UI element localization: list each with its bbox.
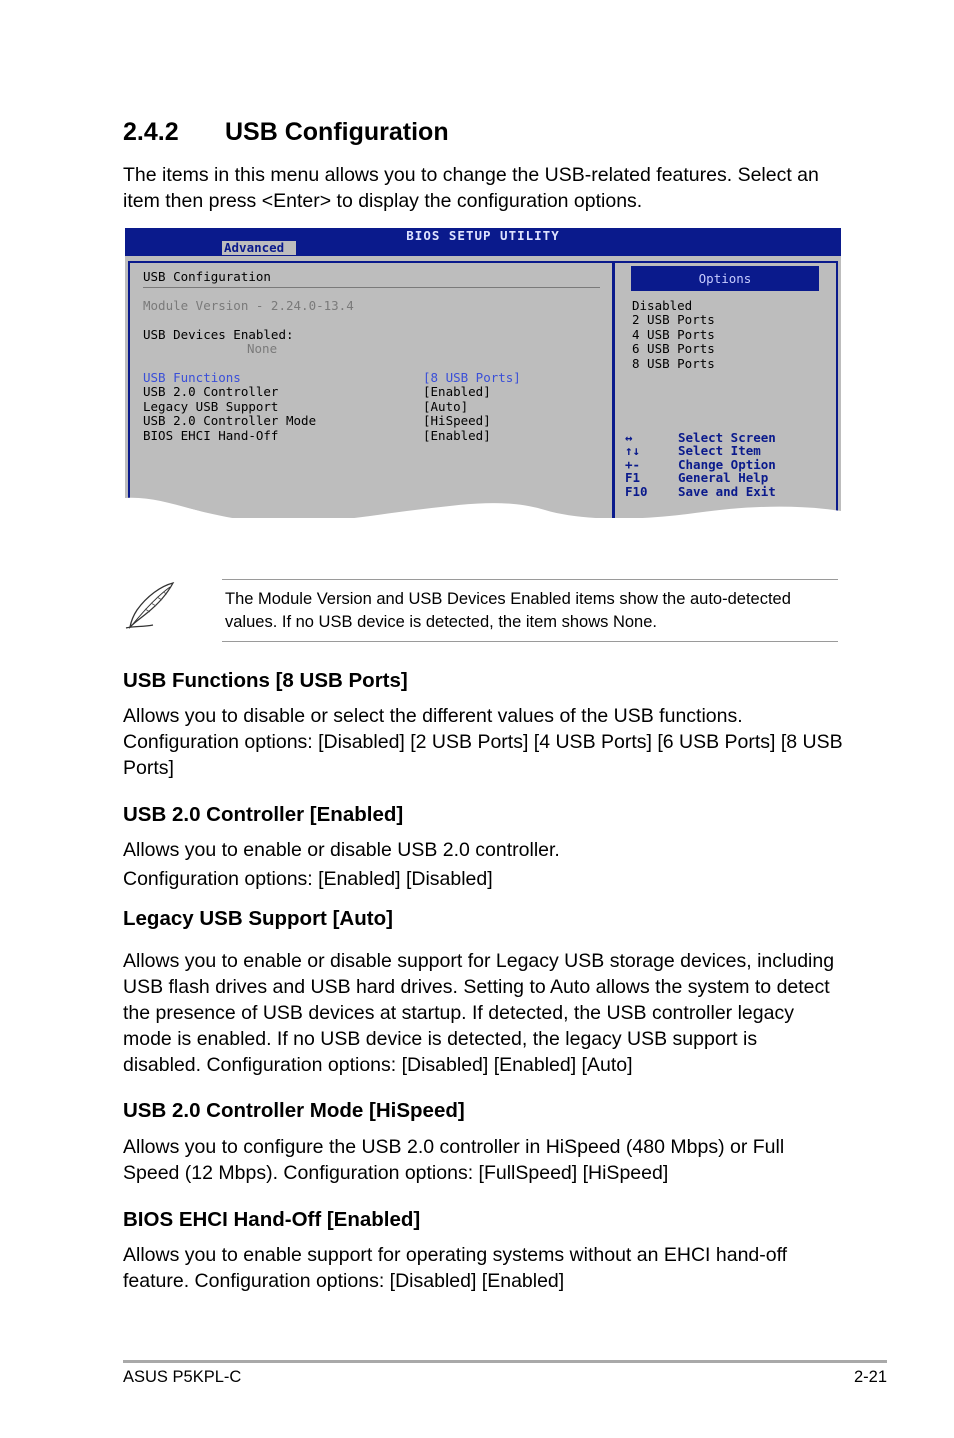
key-plus-minus: +- xyxy=(625,457,641,472)
usb20-controller-options: Configuration options: [Enabled] [Disabled] xyxy=(123,868,493,890)
option-item[interactable]: 4 USB Ports xyxy=(632,327,715,342)
ehci-handoff-body: Allows you to enable support for operating systems without an EHCI hand-off feature. Configuration options: [Disabled] [Enabled] xyxy=(123,1244,788,1292)
intro-text: The items in this menu allows you to change the USB-related features. Select an item then press <Enter> to display the configuration options. xyxy=(123,164,819,212)
key-desc: Select Screen xyxy=(678,430,776,445)
usb-devices-label: USB Devices Enabled: xyxy=(143,327,294,342)
torn-edge xyxy=(125,228,841,518)
footer-rule xyxy=(123,1360,887,1363)
section-title: USB Configuration xyxy=(225,118,449,146)
ehci-handoff-heading: BIOS EHCI Hand-Off [Enabled] xyxy=(123,1208,421,1231)
footer-product: ASUS P5KPL-C xyxy=(123,1368,242,1386)
feather-pen-icon xyxy=(123,580,177,637)
bios-item-usb20-mode[interactable]: USB 2.0 Controller Mode xyxy=(143,413,317,428)
bios-value-usb20-mode[interactable]: [HiSpeed] xyxy=(423,413,491,428)
note-bottom-rule xyxy=(222,641,838,642)
module-version: Module Version - 2.24.0-13.4 xyxy=(143,298,354,313)
key-desc: Select Item xyxy=(678,443,761,458)
option-item[interactable]: 6 USB Ports xyxy=(632,341,715,356)
footer-page-number: 2-21 xyxy=(853,1368,887,1386)
section-number: 2.4.2 xyxy=(123,118,179,146)
bios-panel-title: USB Configuration xyxy=(143,269,271,284)
usb20-mode-body: Allows you to configure the USB 2.0 controller in HiSpeed (480 Mbps) or Full Speed (12 Mbps). Configuration options: [FullSpeed] [HiSpeed] xyxy=(123,1136,785,1184)
section-heading xyxy=(123,118,449,147)
bios-item-usb20-controller[interactable]: USB 2.0 Controller xyxy=(143,384,279,399)
usb20-controller-body: Allows you to enable or disable USB 2.0 controller. xyxy=(123,839,560,861)
legacy-usb-body: Allows you to enable or disable support for Legacy USB storage devices, including USB flash drives and USB hard drives. Setting to Auto allows the system to detect the presence of USB devices at startup. If detected, the USB controller legacy mode is enabled. If no USB device is detected, the legacy USB support is disabled. Configuration options: [Disabled] [Enabled] [Auto] xyxy=(123,950,835,1076)
option-item[interactable]: 8 USB Ports xyxy=(632,356,715,371)
bios-value-legacy-usb[interactable]: [Auto] xyxy=(423,399,469,414)
note-top-rule xyxy=(222,579,838,580)
bios-item-usb-functions[interactable]: USB Functions xyxy=(143,370,241,385)
usb-functions-body: Allows you to disable or select the different values of the USB functions. Configuration options: [Disabled] [2 USB Ports] [4 USB Ports] [6 USB Ports] [8 USB Ports] xyxy=(123,705,843,779)
bios-value-usb-functions[interactable]: [8 USB Ports] xyxy=(423,370,521,385)
tab-advanced[interactable]: Advanced xyxy=(222,241,296,255)
note-text: The Module Version and USB Devices Enabled items show the auto-detected values. If no USB device is detected, the item shows None. xyxy=(225,590,791,631)
key-desc: General Help xyxy=(678,470,769,485)
usb-functions-heading: USB Functions [8 USB Ports] xyxy=(123,669,408,692)
usb-devices-value: None xyxy=(247,341,278,356)
options-header: Options xyxy=(631,266,819,291)
key-arrows-ud: ↑↓ xyxy=(625,443,641,458)
bios-value-ehci-handoff[interactable]: [Enabled] xyxy=(423,428,491,443)
bios-item-ehci-handoff[interactable]: BIOS EHCI Hand-Off xyxy=(143,428,279,443)
key-desc: Change Option xyxy=(678,457,776,472)
key-arrows-lr: ↔ xyxy=(625,430,633,445)
option-item[interactable]: 2 USB Ports xyxy=(632,312,715,327)
bios-value-usb20-controller[interactable]: [Enabled] xyxy=(423,384,491,399)
bios-title: BIOS SETUP UTILITY xyxy=(406,228,560,243)
usb20-controller-heading: USB 2.0 Controller [Enabled] xyxy=(123,803,404,826)
usb20-mode-heading: USB 2.0 Controller Mode [HiSpeed] xyxy=(123,1099,465,1122)
bios-item-legacy-usb[interactable]: Legacy USB Support xyxy=(143,399,279,414)
bios-screenshot xyxy=(125,228,841,518)
legacy-usb-heading: Legacy USB Support [Auto] xyxy=(123,907,393,930)
key-f10: F10 xyxy=(625,484,648,499)
option-item[interactable]: Disabled xyxy=(632,298,693,313)
key-desc: Save and Exit xyxy=(678,484,776,499)
key-f1: F1 xyxy=(625,470,641,485)
